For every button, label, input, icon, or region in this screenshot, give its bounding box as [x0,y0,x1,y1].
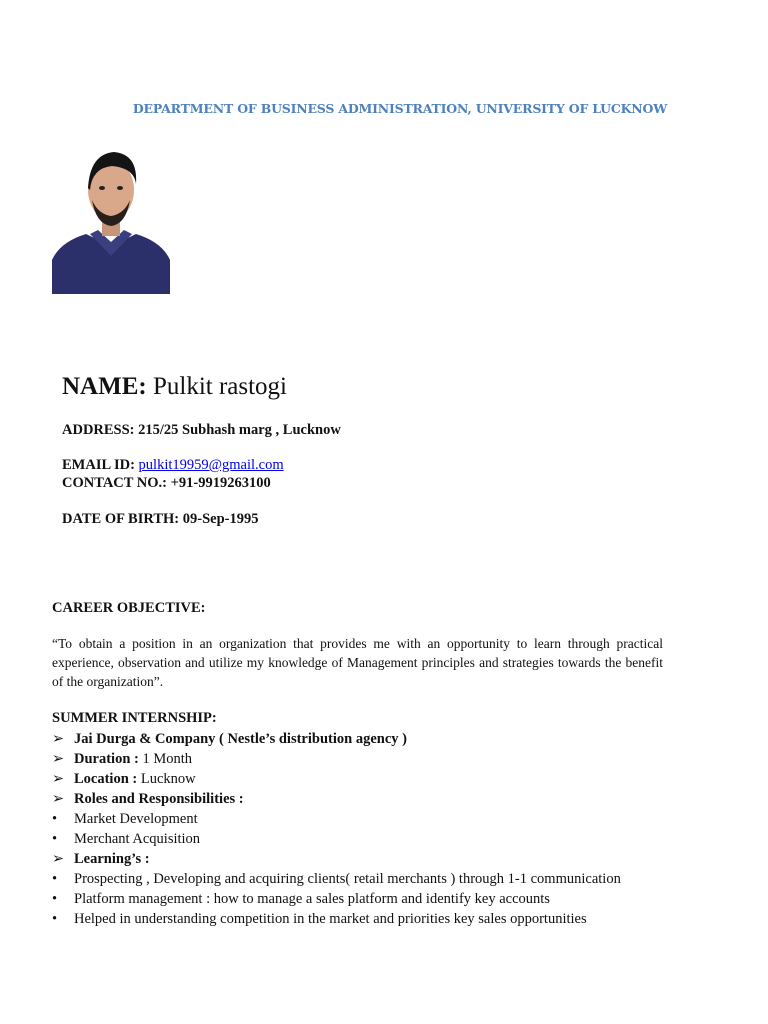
duration-label: Duration : [74,751,143,767]
contact-value: +91-9919263100 [170,475,271,491]
role-item: Market Development [74,811,198,827]
dot-bullet-icon: • [52,891,58,907]
address-label: ADDRESS: [62,422,139,438]
profile-photo [52,138,170,294]
career-objective-heading: CAREER OBJECTIVE: [52,600,206,616]
dot-bullet-icon: • [52,831,58,847]
name-line [62,373,287,401]
role-item: Merchant Acquisition [74,831,201,847]
dot-bullet-icon: • [52,811,58,827]
contact-label: CONTACT NO.: [62,475,171,491]
email-line [62,457,284,474]
list-item [52,829,712,849]
learning-item: Platform management : how to manage a sales platform and identify key accounts [74,891,550,907]
list-item [52,769,712,789]
list-item [52,889,712,909]
email-link[interactable]: pulkit19959@gmail.com [138,457,284,473]
list-item [52,849,712,869]
summer-internship-heading: SUMMER INTERNSHIP: [52,710,217,726]
learning-item: Helped in understanding competition in the market and priorities key sales opportunities [74,911,587,927]
list-item [52,909,712,929]
company-text: Jai Durga & Company ( Nestle’s distribution agency ) [74,731,407,747]
duration-value: 1 Month [142,751,193,767]
learning-item: Prospecting , Developing and acquiring clients( retail merchants ) through 1-1 communication [74,871,621,887]
career-objective-text: “To obtain a position in an organization that provides me with an opportunity to learn through practical experience, observation and utilize my knowledge of Management principles and strategies towards the benefit of the organization”. [52,636,663,689]
list-item [52,869,712,889]
contact-line [62,475,271,492]
arrow-bullet-icon: ➢ [52,751,65,767]
list-item [52,729,712,749]
dob-line [62,511,258,528]
internship-list [52,729,712,929]
location-label: Location : [74,771,141,787]
department-header: DEPARTMENT OF BUSINESS ADMINISTRATION, UNIVERSITY OF LUCKNOW [132,101,668,116]
address-line [62,422,341,439]
list-item [52,809,712,829]
learnings-label: Learning’s : [74,851,150,867]
arrow-bullet-icon: ➢ [52,771,65,787]
list-item [52,789,712,809]
arrow-bullet-icon: ➢ [52,731,65,747]
dob-label: DATE OF BIRTH: [62,511,183,527]
location-value: Lucknow [140,771,196,787]
arrow-bullet-icon: ➢ [52,851,65,867]
roles-label: Roles and Responsibilities : [74,791,244,807]
list-item [52,749,712,769]
dot-bullet-icon: • [52,911,58,927]
arrow-bullet-icon: ➢ [52,791,65,807]
name-label: NAME: [62,373,153,400]
dot-bullet-icon: • [52,871,58,887]
email-label: EMAIL ID: [62,457,139,473]
name-value: Pulkit rastogi [152,373,288,400]
address-value: 215/25 Subhash marg , Lucknow [138,422,341,438]
dob-value: 09-Sep-1995 [182,511,259,527]
